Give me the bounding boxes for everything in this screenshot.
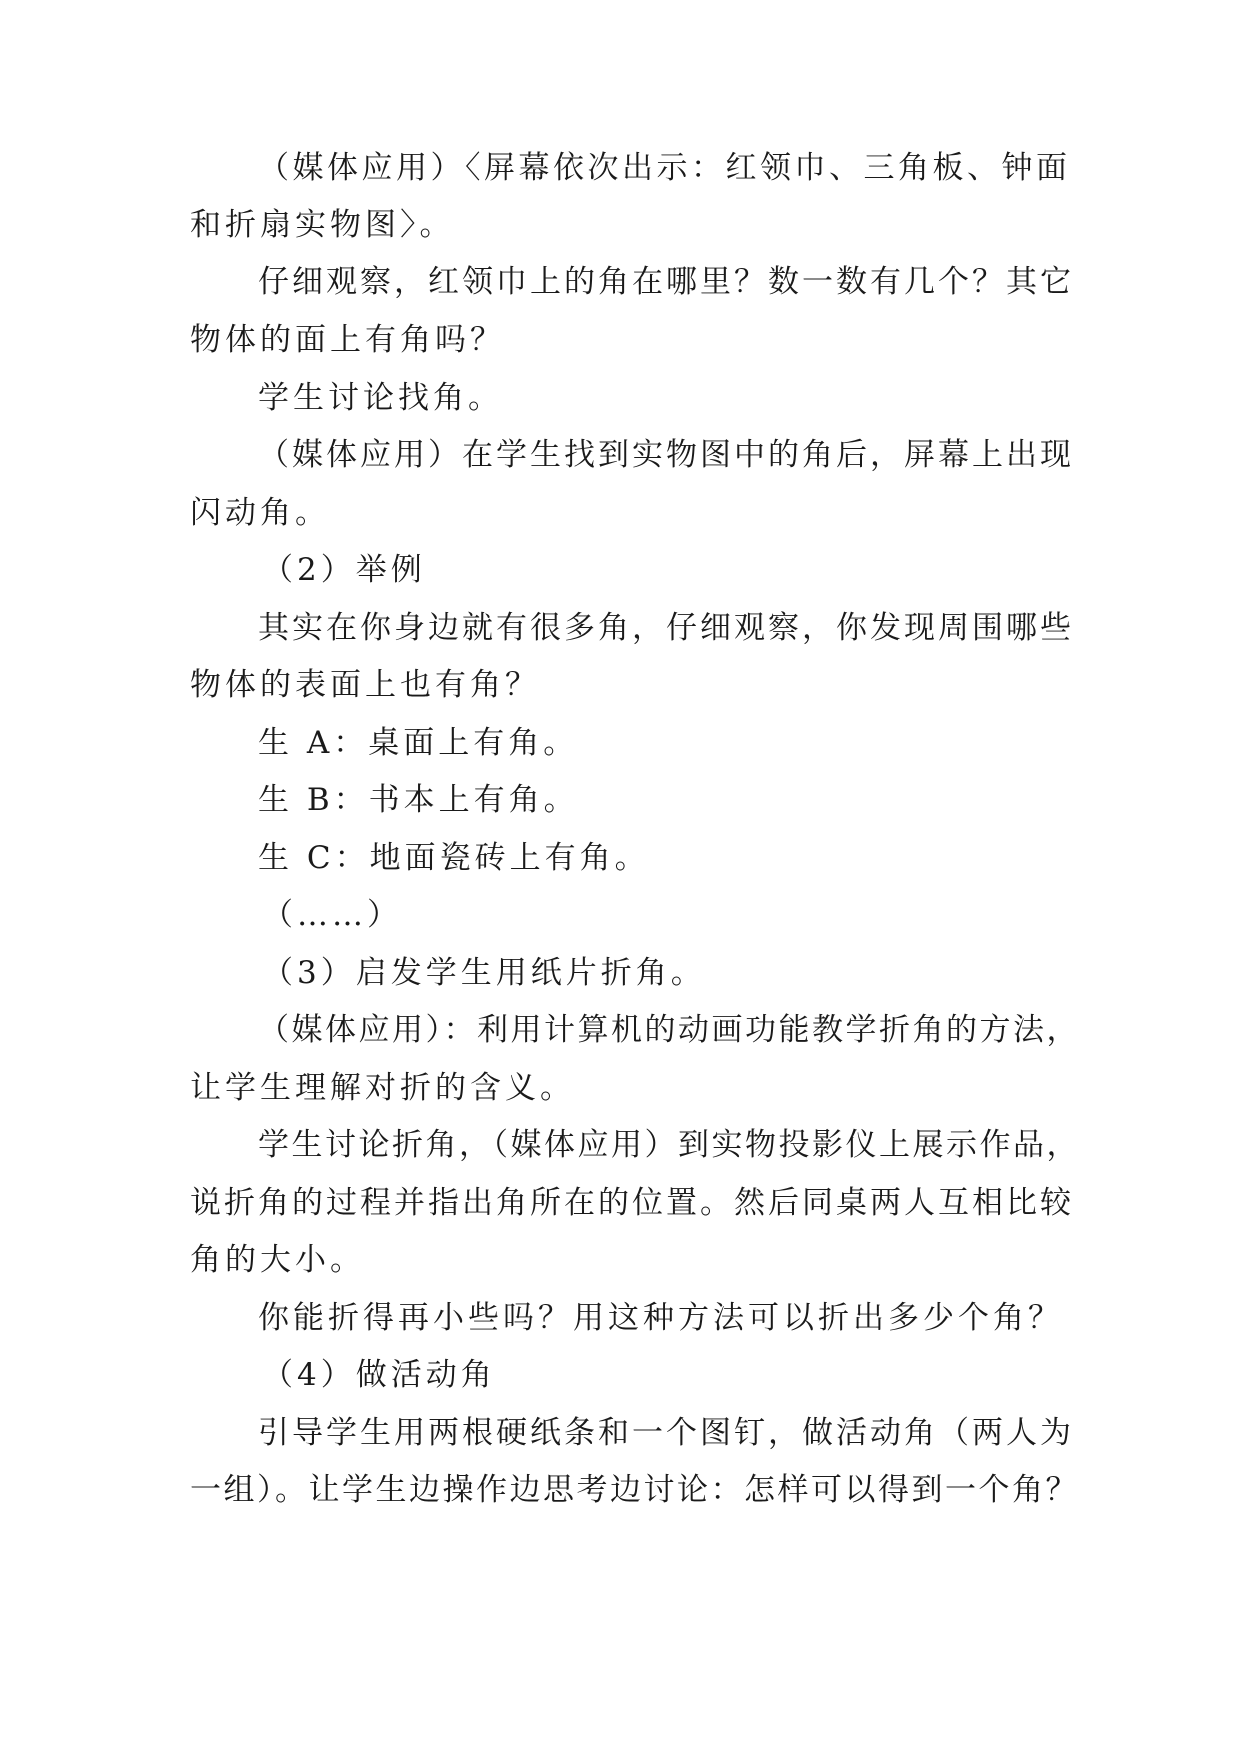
section-heading: （2）举例: [262, 552, 426, 588]
paragraph-line: 学生讨论找角。: [258, 380, 503, 416]
paragraph-line: 角的大小。: [190, 1242, 365, 1278]
paragraph-line: 生 B：书本上有角。: [258, 782, 579, 818]
paragraph-line: （媒体应用）〈屏幕依次出示：红领巾、三角板、钟面: [258, 150, 1071, 186]
paragraph-line: 生 C：地面瓷砖上有角。: [258, 840, 650, 876]
paragraph-line: 你能折得再小些吗？用这种方法可以折出多少个角？: [258, 1300, 1063, 1336]
paragraph-line: 引导学生用两根硬纸条和一个图钉，做活动角（两人为: [258, 1415, 1074, 1451]
paragraph-line: 和折扇实物图〉。: [190, 207, 455, 243]
paragraph-line: 闪动角。: [190, 495, 330, 531]
paragraph-line: 说折角的过程并指出角所在的位置。然后同桌两人互相比较: [190, 1185, 1074, 1221]
paragraph-line: （……）: [262, 897, 402, 933]
paragraph-line: （媒体应用）：利用计算机的动画功能教学折角的方法，: [258, 1012, 1080, 1048]
paragraph-line: 其实在你身边就有很多角，仔细观察，你发现周围哪些: [258, 610, 1074, 646]
paragraph-line: 物体的表面上也有角？: [190, 667, 540, 703]
paragraph-line: 学生讨论折角，（媒体应用）到实物投影仪上展示作品，: [258, 1127, 1080, 1163]
paragraph-line: 物体的面上有角吗？: [190, 322, 505, 358]
paragraph-line: 生 A：桌面上有角。: [258, 725, 579, 761]
section-heading: （4）做活动角: [262, 1357, 496, 1393]
paragraph-line: （媒体应用）在学生找到实物图中的角后，屏幕上出现: [258, 437, 1074, 473]
section-heading: （3）启发学生用纸片折角。: [262, 955, 706, 991]
paragraph-line: 让学生理解对折的含义。: [190, 1070, 575, 1106]
paragraph-line: 一组）。让学生边操作边思考边讨论：怎样可以得到一个角？: [190, 1472, 1079, 1508]
paragraph-line: 仔细观察，红领巾上的角在哪里？数一数有几个？其它: [258, 264, 1074, 300]
